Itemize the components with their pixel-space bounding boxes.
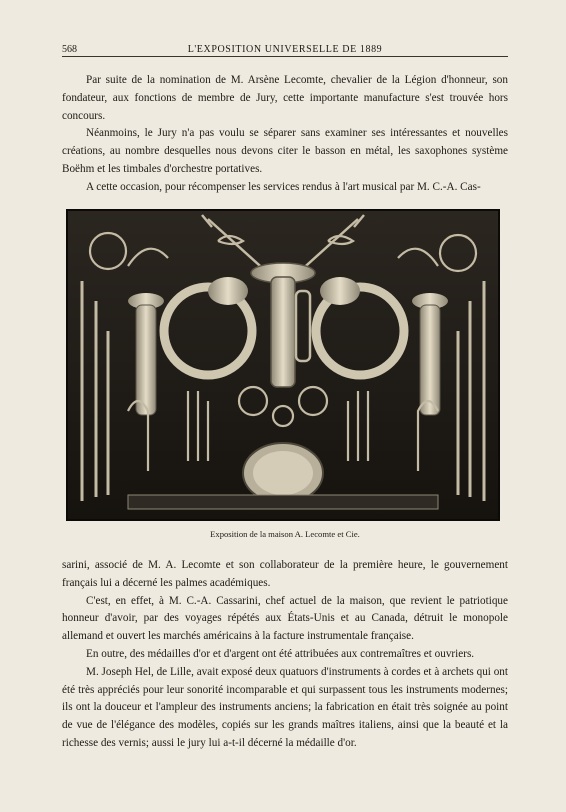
drum-with-medal-icon (243, 443, 323, 503)
paragraph: C'est, en effet, à M. C.-A. Cassarini, chef actuel de la maison, que revient le patriotique honneur d'avoir, par des voyages répétés aux États-Unis et au Canada, détruit le monopole allemand et ouvert les marchés américains à la facture instrumentale française. (62, 594, 508, 643)
paragraph: M. Joseph Hel, de Lille, avait exposé deux quatuors d'instruments à cordes et à archets qui ont été très appréciés pour leur sonorité incomparable et qui surpassent tous les instruments modernes; ils ont la douceur et l'ampleur des instruments anciens; la fabrication en était très soignée au point de vue de l'élégance des modèles, copiés sur les grands maîtres italiens, ainsi que la beauté et la richesse des vernis; aussi le jury lui a-t-il décerné la médaille d'or. (62, 665, 508, 749)
header-rule (62, 56, 508, 57)
paragraph: Par suite de la nomination de M. Arsène Lecomte, chevalier de la Légion d'honneur, son fondateur, aux fonctions de membre de Jury, cette importante manufacture s'est trouvée hors concours. (62, 74, 508, 122)
instrument-exhibit-engraving (66, 209, 500, 521)
paragraph: A cette occasion, pour récompenser les services rendus à l'art musical par M. C.-A. Cas- (86, 180, 481, 193)
figure-caption: Exposition de la maison A. Lecomte et Cie. (210, 529, 360, 539)
text-block-bottom (62, 557, 508, 753)
paragraph: sarini, associé de M. A. Lecomte et son collaborateur de la première heure, le gouvernement français lui a décerné les palmes académiques. (62, 559, 508, 589)
engraving-illustration (68, 211, 498, 519)
paragraph: Néanmoins, le Jury n'a pas voulu se séparer sans examiner ses intéressantes et nouvelles créations, au nombre desquelles nous devons citer le basson en métal, les saxophones système Boëhm et les timbales d'orchestre portatives. (62, 127, 508, 175)
page-number: 568 (62, 44, 77, 55)
paragraph: En outre, des médailles d'or et d'argent ont été attribuées aux contremaîtres et ouvriers. (86, 647, 475, 660)
running-title: L'EXPOSITION UNIVERSELLE DE 1889 (187, 44, 383, 55)
text-block-top (62, 72, 508, 197)
